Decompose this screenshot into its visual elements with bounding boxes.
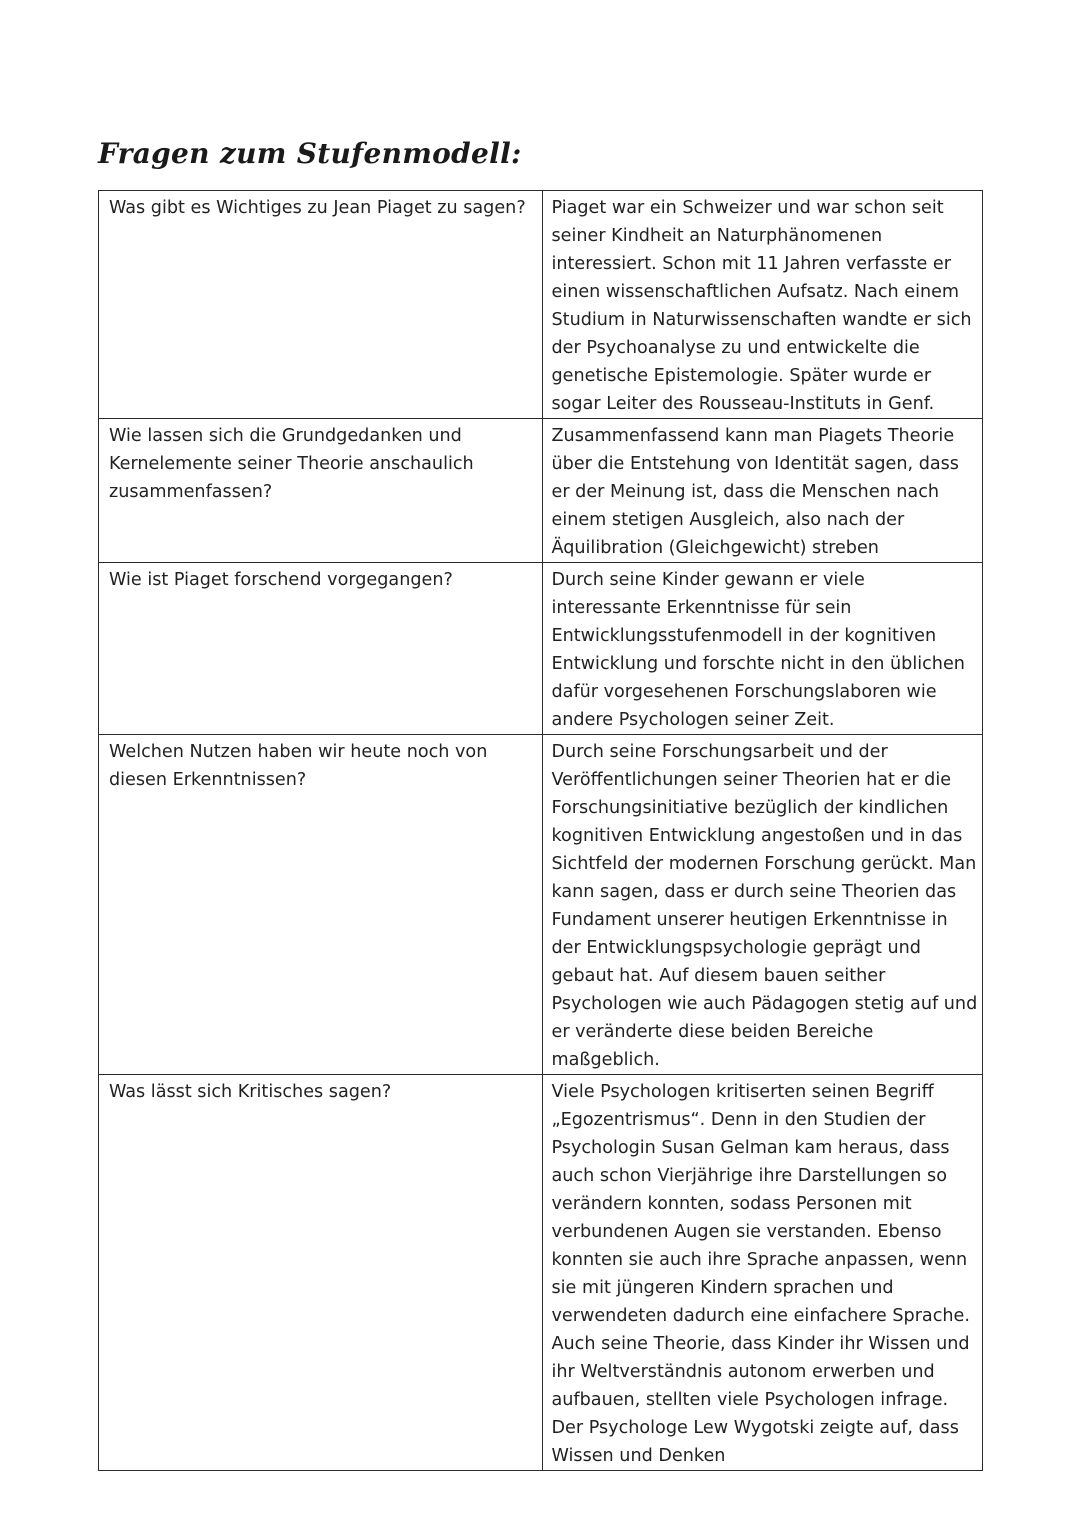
table-row [99, 563, 983, 735]
table-row [99, 1075, 983, 1471]
question-cell: Welchen Nutzen haben wir heute noch von diesen Erkenntnissen? [99, 735, 543, 1075]
page-title: Fragen zum Stufenmodell: [98, 137, 522, 170]
answer-cell: Zusammenfassend kann man Piagets Theorie über die Entstehung von Identität sagen, dass er der Meinung ist, dass die Menschen nach einem stetigen Ausgleich, also nach der Äquilibration (Gleichgewicht) streben [542, 419, 983, 563]
answer-paragraph: Auch seine Theorie, dass Kinder ihr Wissen und ihr Weltverständnis autonom erwerben und aufbauen, stellten viele Psychologen infrage. Der Psychologe Lew Wygotski zeigte auf, dass Wissen und Denken [551, 1334, 970, 1466]
question-cell: Was lässt sich Kritisches sagen? [99, 1075, 543, 1471]
answer-cell: Durch seine Kinder gewann er viele interessante Erkenntnisse für sein Entwicklungsstufenmodell in der kognitiven Entwicklung und forschte nicht in den üblichen dafür vorgesehenen Forschungslaboren wie andere Psychologen seiner Zeit. [542, 563, 983, 735]
question-cell: Wie ist Piaget forschend vorgegangen? [99, 563, 543, 735]
table-row [99, 191, 983, 419]
answer-cell: Durch seine Forschungsarbeit und der Veröffentlichungen seiner Theorien hat er die Forschungsinitiative bezüglich der kindlichen kognitiven Entwicklung angestoßen und in das Sichtfeld der modernen Forschung gerückt. Man kann sagen, dass er durch seine Theorien das Fundament unserer heutigen Erkenntnisse in der Entwicklungspsychologie geprägt und gebaut hat. Auf diesem bauen seither Psychologen wie auch Pädagogen stetig auf und er veränderte diese beiden Bereiche maßgeblich. [542, 735, 983, 1075]
answer-paragraph: Viele Psychologen kritiserten seinen Begriff „Egozentrismus“. Denn in den Studien der Psychologin Susan Gelman kam heraus, dass auch schon Vierjährige ihre Darstellungen so verändern konnten, sodass Personen mit verbundenen Augen sie verstanden. Ebenso konnten sie auch ihre Sprache anpassen, wenn sie mit jüngeren Kindern sprachen und verwendeten dadurch eine einfachere Sprache. [551, 1082, 970, 1326]
answer-cell [542, 1075, 983, 1471]
answer-cell: Piaget war ein Schweizer und war schon seit seiner Kindheit an Naturphänomenen interessiert. Schon mit 11 Jahren verfasste er einen wissenschaftlichen Aufsatz. Nach einem Studium in Naturwissenschaften wandte er sich der Psychoanalyse zu und entwickelte die genetische Epistemologie. Später wurde er sogar Leiter des Rousseau-Instituts in Genf. [542, 191, 983, 419]
table-row [99, 735, 983, 1075]
question-cell: Wie lassen sich die Grundgedanken und Kernelemente seiner Theorie anschaulich zusammenfassen? [99, 419, 543, 563]
table-row [99, 419, 983, 563]
qa-table [98, 190, 983, 1471]
question-cell: Was gibt es Wichtiges zu Jean Piaget zu sagen? [99, 191, 543, 419]
